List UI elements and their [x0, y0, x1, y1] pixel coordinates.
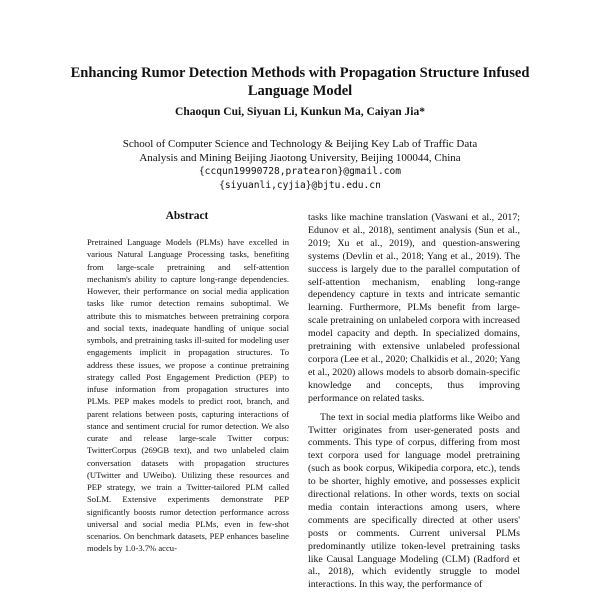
abstract-text	[87, 236, 289, 600]
abstract-heading: Abstract	[165, 210, 209, 222]
affiliation-block	[40, 137, 560, 193]
body-paragraph-2: The text in social media platforms like Weibo and Twitter originates from user-generated posts and comments. This type of corpus, differing from most text corpora used for language model pretraining (such as book corpus, Wikipedia corpora, etc.), tends to be shorter, highly emotive, and possesses explicit directional relations. In other words, texts on social media contain interactions among users, where comments are specifically directed at other users' posts or comments. Current universal PLMs predominantly utilize token-level pretraining tasks like Causal Language Modeling (CLM) (Radford et al., 2018), which evidently struggle to model interactions. In this way, the performance of	[308, 411, 520, 591]
right-column-body	[308, 212, 520, 600]
abstract-paragraph: Pretrained Language Models (PLMs) have excelled in various Natural Language Processing tasks, benefiting from large-scale pretraining and self-attention mechanism's ability to capture long-range dependencies. However, their performance on social media application tasks like rumor detection remains suboptimal. We attribute this to mismatches between pretraining corpora and social texts, inadequate handling of unique social symbols, and pretraining tasks ill-suited for modeling user engagements implicit in propagation structures. To address these issues, we propose a continue pretraining strategy called Post Engagement Prediction (PEP) to infuse information from propagation structures into PLMs. PEP makes models to predict root, branch, and parent relations between posts, capturing interactions of stance and sentiment crucial for rumor detection. We also curate and release large-scale Twitter corpus: TwitterCorpus (269GB text), and two unlabeled claim conversation datasets with propagation structures (UTwitter and UWeibo). Utilizing these resources and PEP strategy, we train a Twitter-tailored PLM called SoLM. Extensive experiments demonstrate PEP significantly boosts rumor detection performance across universal and social media PLMs, even in few-shot scenarios. On benchmark datasets, PEP enhances baseline models by 1.0-3.7% accu-	[87, 237, 289, 554]
affiliation-line-1: School of Computer Science and Technology & Beijing Key Lab of Traffic Data	[122, 138, 478, 150]
author-list: Chaoqun Cui, Siyuan Li, Kunkun Ma, Caiyan Jia*	[175, 106, 425, 118]
body-paragraph-1: tasks like machine translation (Vaswani et al., 2017; Edunov et al., 2018), sentiment analysis (Sun et al., 2019; Xu et al., 2019), and question-answering systems (Devlin et al., 2018; Yang et al., 2019). The success is largely due to the parallel computation of self-attention mechanism, enabling long-range dependency capture in texts and intricate semantic learning. Furthermore, PLMs benefit from large-scale pretraining on unlabeled corpora with increased model capacity and depth. In specialized domains, pretraining with extensive unlabeled professional corpora (Lee et al., 2020; Chalkidis et al., 2020; Yang et al., 2020) allows models to absorb domain-specific knowledge and concepts, thus improving performance on related tasks.	[308, 212, 520, 404]
paper-title: Enhancing Rumor Detection Methods with Propagation Structure Infused Language Model	[70, 65, 530, 99]
email-line-1: {ccqun19990728,pratearon}@gmail.com	[198, 166, 402, 177]
affiliation-line-2: Analysis and Mining Beijing Jiaotong University, Beijing 100044, China	[139, 152, 461, 164]
email-line-2: {siyuanli,cyjia}@bjtu.edu.cn	[219, 180, 381, 191]
